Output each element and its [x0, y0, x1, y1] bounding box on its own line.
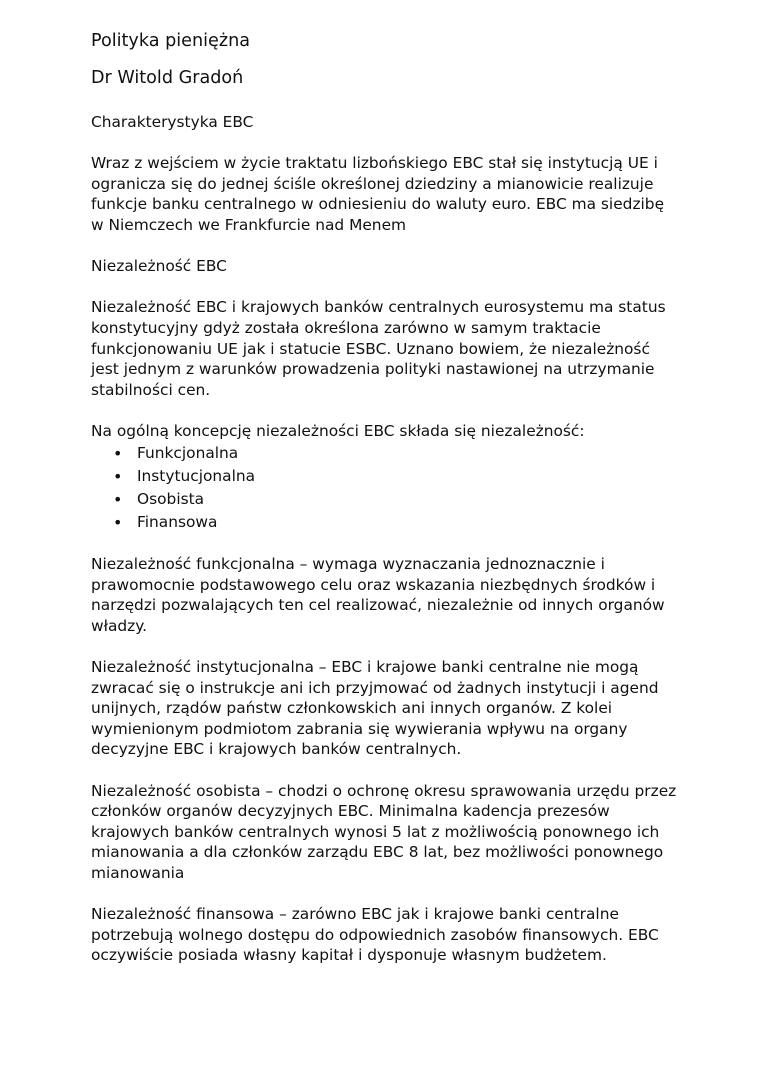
document-page: [91, 30, 681, 987]
list-item: • Instytucjonalna: [91, 465, 681, 488]
list-item: • Finansowa: [91, 511, 681, 534]
paragraph-financial-independence: Niezależność finansowa – zarówno EBC jak i krajowe banki centralne potrzebują wolnego dostępu do odpowiednich zasobów finansowych. EBC oczywiście posiada własny kapitał i dysponuje własnym budżetem.: [91, 905, 659, 965]
list-item: • Osobista: [91, 488, 681, 511]
paragraph-institutional-independence: Niezależność instytucjonalna – EBC i krajowe banki centralne nie mogą zwracać się o instrukcje ani ich przyjmować od żadnych instytucji i agend unijnych, rządów państw członkowskich ani innych organów. Z kolei wymienionym podmiotom zabrania się wywierania wpływu na organy decyzyjne EBC i krajowych banków centralnych.: [91, 658, 659, 759]
section-heading-independence: Niezależność EBC: [91, 257, 227, 276]
list-item: • Funkcjonalna: [91, 442, 681, 465]
paragraph-characteristics: Wraz z wejściem w życie traktatu lizbońskiego EBC stał się instytucją UE i ogranicza się do jednej ściśle określonej dziedziny a mianowicie realizuje funkcje banku centralnego w odniesieniu do waluty euro. EBC ma siedzibę w Niemczech we Frankfurcie nad Menem: [91, 154, 665, 234]
independence-types-list: [91, 442, 681, 534]
document-title: Polityka pieniężna: [91, 31, 250, 51]
section-heading-characteristics: Charakterystyka EBC: [91, 113, 254, 131]
document-author: Dr Witold Gradoń: [91, 68, 244, 88]
paragraph-functional-independence: Niezależność funkcjonalna – wymaga wyznaczania jednoznacznie i prawomocnie podstawowego celu oraz wskazania niezbędnych środków i narzędzi pozwalających ten cel realizować, niezależnie od innych organów władzy.: [91, 555, 665, 635]
list-intro: Na ogólną koncepcję niezależności EBC składa się niezależność:: [91, 421, 585, 440]
paragraph-personal-independence: Niezależność osobista – chodzi o ochronę okresu sprawowania urzędu przez członków organów decyzyjnych EBC. Minimalna kadencja prezesów krajowych banków centralnych wynosi 5 lat z możliwością ponownego ich mianowania a dla członków zarządu EBC 8 lat, bez możliwości ponownego mianowania: [91, 781, 677, 882]
paragraph-independence: Niezależność EBC i krajowych banków centralnych eurosystemu ma status konstytucyjny gdyż została określona zarówno w samym traktacie funkcjonowaniu UE jak i statucie ESBC. Uznano bowiem, że niezależność jest jednym z warunków prowadzenia polityki nastawionej na utrzymanie stabilności cen.: [91, 298, 666, 399]
